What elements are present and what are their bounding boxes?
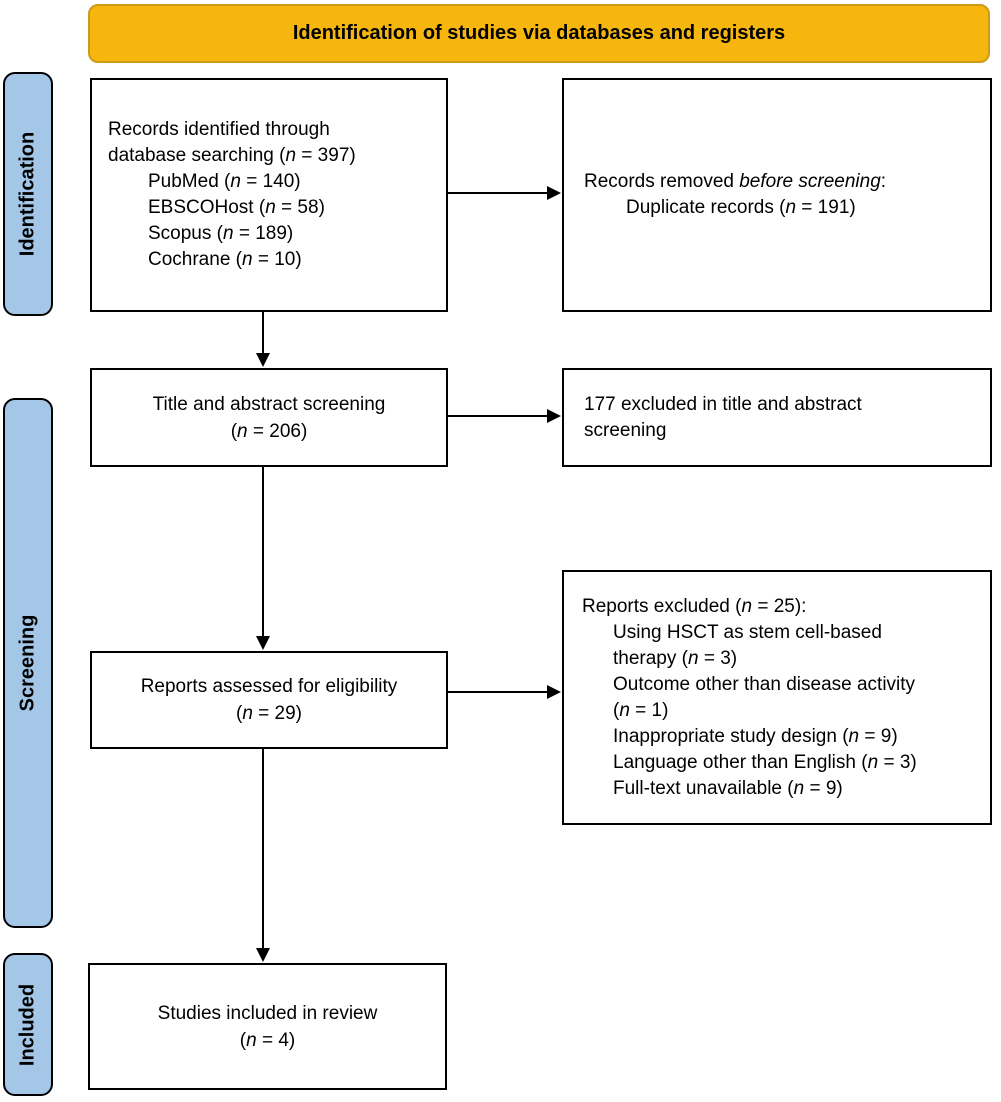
studies-included-line: Studies included in review [157,1002,378,1024]
records-identified-source-scopus: Scopus (n = 189) [148,223,294,244]
stage-label-screening [3,398,53,928]
title-abstract-line: Title and abstract screening [152,393,386,415]
stage-label-included [3,953,53,1096]
stage-label-screening-text: Screening [16,614,39,712]
records-removed-duplicates: Duplicate records (n = 191) [626,197,856,218]
reports-excluded-reason: Full-text unavailable (n = 9) [613,777,843,799]
arrow-records-to-screening [256,312,270,367]
stage-label-included-text: Included [16,983,39,1066]
box-excluded-title-abstract [562,368,992,467]
records-identified-line: Records identified through [108,119,330,140]
reports-excluded-reason: Inappropriate study design (n = 9) [613,725,898,747]
excluded-title-abstract-line: screening [584,419,667,441]
studies-included-count: (n = 4) [239,1029,296,1051]
arrow-screening-to-eligibility [256,467,270,650]
reports-excluded-reason: Using HSCT as stem cell-based [613,621,882,643]
box-studies-included [88,963,447,1090]
records-identified-source-pubmed: PubMed (n = 140) [148,171,301,192]
arrow-eligibility-to-excluded [448,685,561,699]
reports-assessed-line: Reports assessed for eligibility [140,676,398,697]
reports-excluded-reason: Outcome other than disease activity [613,673,916,695]
box-reports-excluded [562,570,992,825]
reports-excluded-reason: therapy (n = 3) [613,647,738,669]
stage-label-identification [3,72,53,316]
box-title-abstract-screening [90,368,448,467]
box-reports-assessed [90,651,448,749]
box-records-identified [90,78,448,312]
records-identified-source-cochrane: Cochrane (n = 10) [148,249,302,270]
reports-excluded-reason: Language other than English (n = 3) [613,751,917,773]
stage-label-identification-text: Identification [16,131,39,257]
arrow-eligibility-to-included [256,749,270,962]
reports-assessed-count: (n = 29) [235,703,303,724]
arrow-screening-to-excluded [448,409,561,423]
excluded-title-abstract-line: 177 excluded in title and abstract [584,393,862,415]
arrow-records-to-removed [448,186,561,200]
records-removed-line: Records removed before screening: [584,171,887,192]
records-identified-line: database searching (n = 397) [108,145,356,166]
title-abstract-count: (n = 206) [230,420,308,442]
reports-excluded-header: Reports excluded (n = 25): [582,595,807,617]
records-identified-source-ebscohost: EBSCOHost (n = 58) [148,197,325,218]
reports-excluded-reason: (n = 1) [613,699,669,721]
banner-title: Identification of studies via databases and registers [292,22,786,44]
banner [88,4,990,63]
box-records-removed [562,78,992,312]
